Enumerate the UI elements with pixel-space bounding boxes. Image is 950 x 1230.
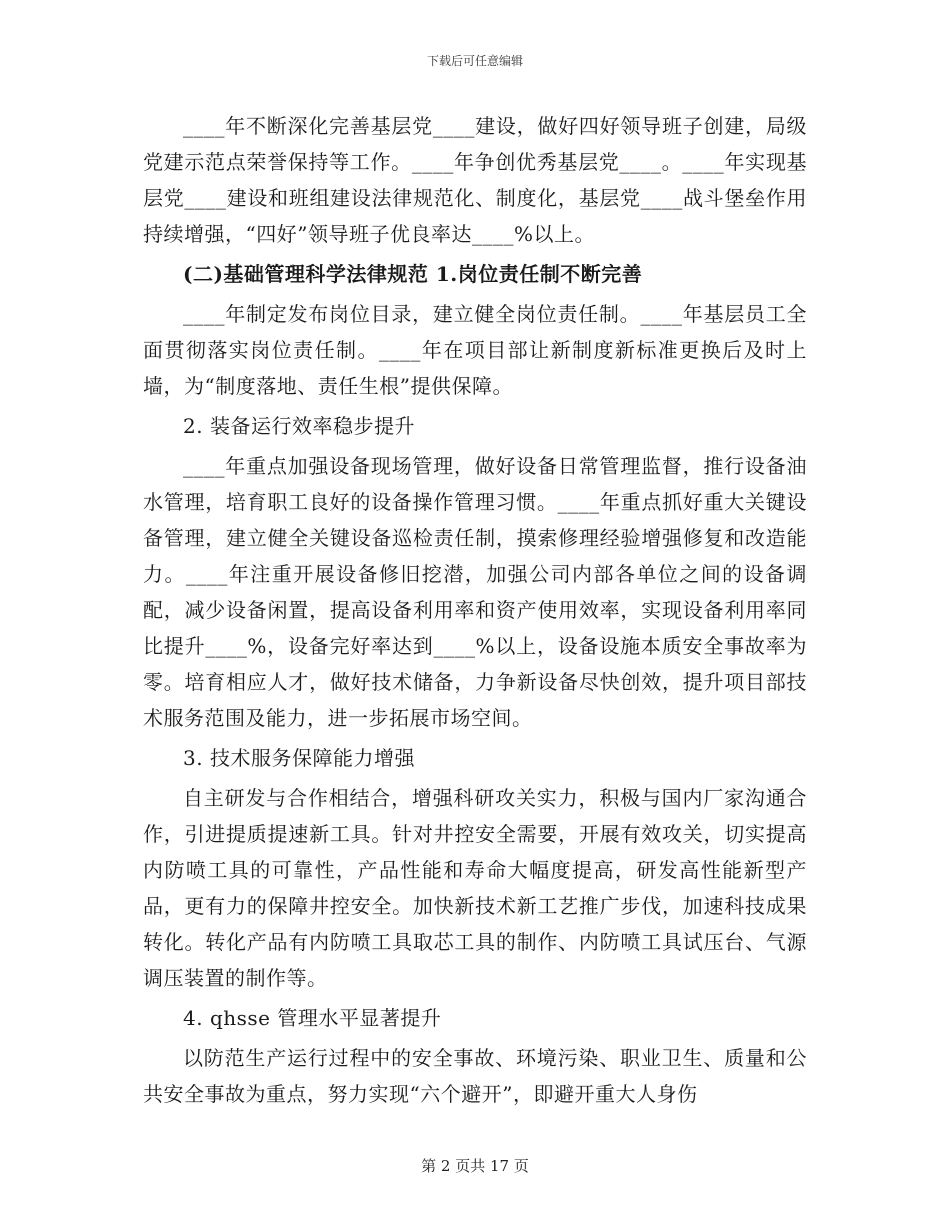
paragraph-equipment: ____年重点加强设备现场管理，做好设备日常管理监督，推行设备油水管理，培育职工良好的设备操作管理习惯。____年重点抓好重大关键设备管理，建立健全关键设备巡检责任制，摸索修理经验增强修复和改造能力。____年注重开展设备修旧挖潜，加强公司内部各单位之间的设备调配，减少设备闲置，提高设备利用率和资产使用效率，实现设备利用率同比提升____%，设备完好率达到____%以上，设备设施本质安全事故率为零。培育相应人才，做好技术储备，力争新设备尽快创效，提升项目部技术服务范围及能力，进一步拓展市场空间。 — [143, 454, 807, 730]
paragraph-responsibility: ____年制定发布岗位目录，建立健全岗位责任制。____年基层员工全面贯彻落实岗位责任制。____年在项目部让新制度新标准更换后及时上墙，为“制度落地、责任生根”提供保障。 — [143, 302, 807, 398]
section-heading-management: (二)基础管理科学法律规范 1.岗位责任制不断完善 — [183, 262, 643, 286]
paragraph-qhsse: 以防范生产运行过程中的安全事故、环境污染、职业卫生、质量和公共安全事故为重点，努力实现“六个避开”，即避开重大人身伤 — [143, 1046, 807, 1106]
paragraph-party-building: ____年不断深化完善基层党____建设，做好四好领导班子创建，局级党建示范点荣誉保持等工作。____年争创优秀基层党____。____年实现基层党____建设和班组建设法律规范化、制度化，基层党____战斗堡垒作用持续增强，“四好”领导班子优良率达____%以上。 — [143, 114, 807, 246]
document-body — [143, 108, 807, 1112]
subheading-equipment: 2. 装备运行效率稳步提升 — [183, 414, 415, 438]
page-footer: 第 2 页共 17 页 — [421, 1157, 529, 1175]
page-header: 下载后可任意编辑 — [426, 54, 523, 68]
subheading-technical-service: 3. 技术服务保障能力增强 — [183, 746, 415, 770]
subheading-qhsse: 4. qhsse 管理水平显著提升 — [183, 1006, 442, 1030]
paragraph-technical-service: 自主研发与合作相结合，增强科研攻关实力，积极与国内厂家沟通合作，引进提质提速新工具。针对井控安全需要，开展有效攻关，切实提高内防喷工具的可靠性，产品性能和寿命大幅度提高，研发高性能新型产品，更有力的保障井控安全。加快新技术新工艺推广步伐，加速科技成果转化。转化产品有内防喷工具取芯工具的制作、内防喷工具试压台、气源调压装置的制作等。 — [143, 786, 807, 990]
